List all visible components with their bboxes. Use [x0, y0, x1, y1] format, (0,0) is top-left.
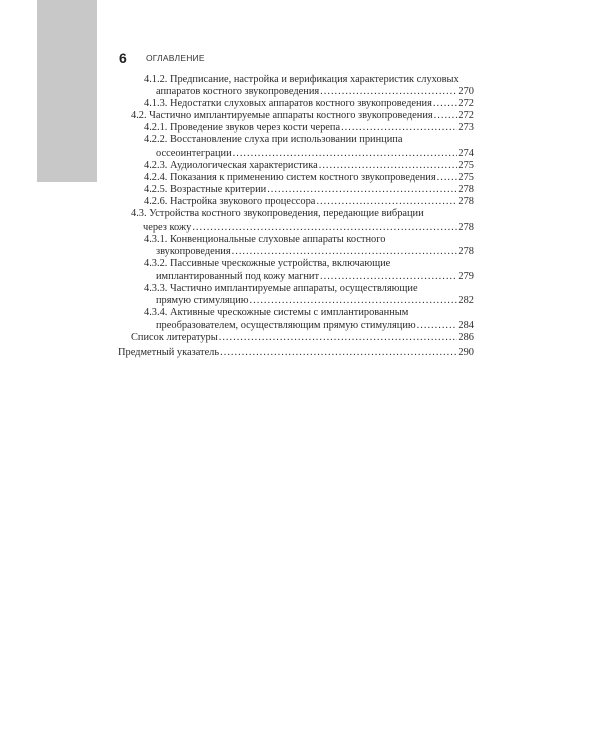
- toc-page-number: 275: [458, 159, 474, 171]
- toc-entry-title-cont: звукопроведения: [156, 246, 231, 258]
- toc-entry-title: Список литературы: [131, 331, 218, 343]
- toc-entry-title-cont: прямую стимуляцию: [156, 295, 249, 307]
- toc-entry-title: 4.1.2. Предписание, настройка и верификация характеристик слуховых: [144, 73, 459, 85]
- toc-leader: [220, 347, 457, 359]
- toc-entry-title-cont: через кожу: [143, 221, 192, 233]
- toc-entry-references[interactable]: [131, 332, 474, 344]
- toc-page-number: 275: [458, 172, 474, 184]
- toc-leader: [320, 86, 457, 98]
- toc-leader: [433, 98, 458, 110]
- toc-entry-4-1-2[interactable]: [144, 74, 474, 98]
- toc-entry-title-cont: оссеоинтеграции: [156, 148, 232, 160]
- toc-page-number: 273: [458, 122, 474, 134]
- toc-leader: [437, 172, 458, 184]
- toc-entry-title: 4.2. Частично имплантируемые аппараты костного звукопроведения: [131, 110, 433, 122]
- toc-entry-4-2-4[interactable]: [144, 173, 474, 185]
- toc-entry-title: 4.3.2. Пассивные чрескожные устройства, включающие: [144, 258, 391, 270]
- toc-entry-4-3-1[interactable]: [144, 234, 474, 258]
- toc-entry-4-3-3[interactable]: [144, 283, 474, 307]
- toc-entry-4-1-3[interactable]: [144, 99, 474, 111]
- toc-leader: [250, 295, 458, 307]
- toc-entry-4-2-6[interactable]: [144, 197, 474, 209]
- toc-entry-4-2-3[interactable]: [144, 160, 474, 172]
- toc-leader: [417, 320, 458, 332]
- toc-entry-title: 4.2.1. Проведение звуков через кости черепа: [144, 122, 341, 134]
- toc-entry-4-3-2[interactable]: [144, 259, 474, 283]
- toc-page-number: 278: [458, 196, 474, 208]
- toc-entry-4-2-1[interactable]: [144, 123, 474, 135]
- toc-leader: [320, 271, 457, 283]
- toc-leader: [341, 122, 457, 134]
- toc-entry-title: 4.3.1. Конвенциональные слуховые аппараты костного: [144, 233, 386, 245]
- toc-page-number: 284: [458, 319, 474, 331]
- toc-leader: [316, 196, 457, 208]
- toc-leader: [233, 148, 458, 160]
- toc-entry-title: 4.2.6. Настройка звукового процессора: [144, 196, 316, 208]
- toc-page-number: 270: [458, 86, 474, 98]
- toc-entry-title: 4.3.3. Частично имплантируемые аппараты, осуществляющие: [144, 282, 418, 294]
- toc-page-number: 279: [458, 270, 474, 282]
- running-title: ОГЛАВЛЕНИЕ: [146, 53, 205, 63]
- toc-entry-title: 4.3. Устройства костного звукопроведения, передающие вибрации: [131, 208, 424, 220]
- toc-leader: [192, 222, 457, 234]
- toc-entry-title: 4.2.2. Восстановление слуха при использовании принципа: [144, 134, 403, 146]
- toc-entry-4-3[interactable]: [131, 209, 474, 234]
- toc-entry-title: 4.2.5. Возрастные критерии: [144, 184, 267, 196]
- toc-entry-subject-index[interactable]: [118, 348, 474, 360]
- toc-page-number: 278: [458, 221, 474, 233]
- toc-page-number: 272: [458, 98, 474, 110]
- toc-entry-title-cont: преобразователем, осуществляющим прямую стимуляцию: [156, 319, 416, 331]
- toc-entry-title-cont: аппаратов костного звукопроведения: [156, 86, 320, 98]
- toc-entry-4-2-5[interactable]: [144, 185, 474, 197]
- toc-entry-title: Предметный указатель: [118, 347, 220, 359]
- toc-page-number: 278: [458, 246, 474, 258]
- toc-leader: [319, 160, 458, 172]
- toc-entry-title: 4.3.4. Активные чрескожные системы с имплантированным: [144, 307, 409, 319]
- toc-entry-title: 4.1.3. Недостатки слуховых аппаратов костного звукопроведения: [144, 98, 432, 110]
- toc-leader: [232, 246, 458, 258]
- toc-leader: [434, 110, 458, 122]
- toc-page-number: 278: [458, 184, 474, 196]
- toc-entry-4-2[interactable]: [131, 111, 474, 123]
- toc-entry-title: 4.2.4. Показания к применению систем костного звукопроведения: [144, 172, 436, 184]
- toc-entry-4-3-4[interactable]: [144, 308, 474, 332]
- toc-entry-4-2-2[interactable]: [144, 135, 474, 161]
- toc-leader: [267, 184, 457, 196]
- toc-entry-title-cont: имплантированный под кожу магнит: [156, 270, 319, 282]
- toc-page-number: 286: [458, 331, 474, 343]
- toc-leader: [219, 332, 458, 344]
- toc-entry-title: 4.2.3. Аудиологическая характеристика: [144, 159, 318, 171]
- toc-page-number: 272: [458, 110, 474, 122]
- page-number: 6: [119, 50, 127, 66]
- toc-page-number: 274: [458, 148, 474, 160]
- gray-margin-tab: [37, 0, 97, 182]
- toc-page-number: 282: [458, 295, 474, 307]
- toc-page-number: 290: [458, 347, 474, 359]
